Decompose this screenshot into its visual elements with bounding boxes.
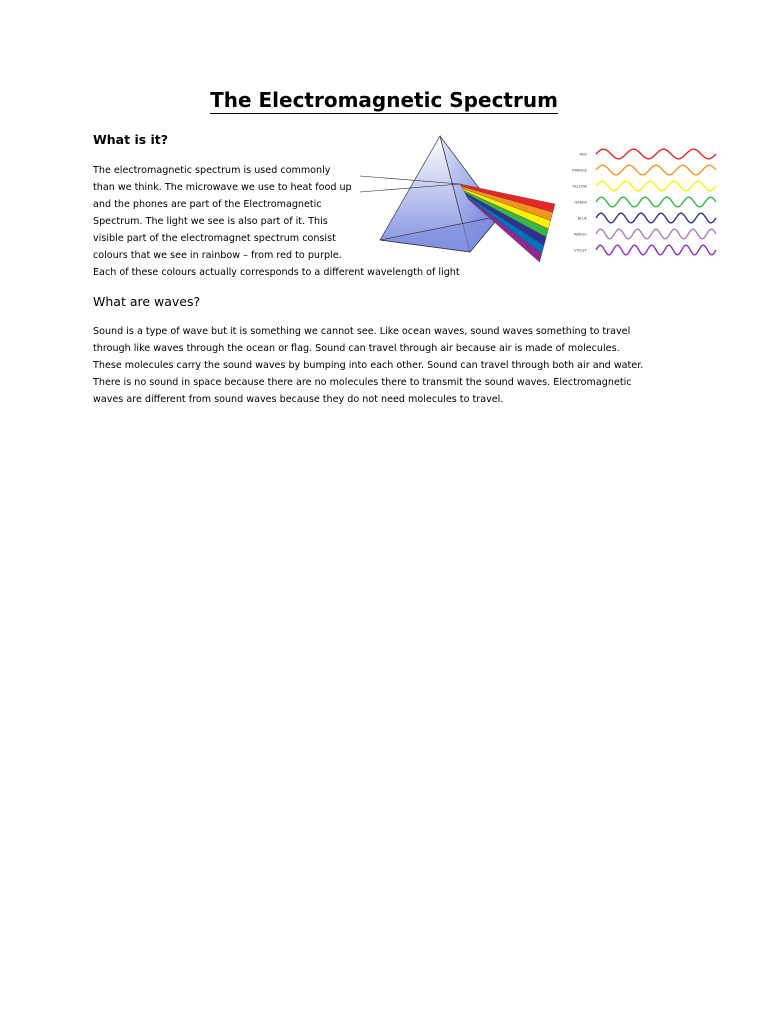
prism-illustration xyxy=(360,132,560,272)
wave-label: ORANGE xyxy=(571,168,587,173)
intro-line: and the phones are part of the Electromagnetic xyxy=(93,199,322,210)
wave-label: INDIGO xyxy=(573,232,587,237)
wave-label: BLUE xyxy=(577,216,587,221)
wave-line xyxy=(596,229,716,239)
waves-line: These molecules carry the sound waves by bumping into each other. Sound can travel through both air and water. xyxy=(93,360,644,371)
section-heading-what-are-waves: What are waves? xyxy=(93,294,201,309)
intro-line: Each of these colours actually corresponds to a different wavelength of light xyxy=(93,267,460,278)
page-title xyxy=(0,88,768,112)
waves-line: waves are different from sound waves because they do not need molecules to travel. xyxy=(93,394,504,405)
wave-line xyxy=(596,197,716,207)
wave-line xyxy=(596,213,716,223)
waves-line: There is no sound in space because there are no molecules there to transmit the sound waves. Electromagnetic xyxy=(93,377,632,388)
intro-line: Spectrum. The light we see is also part of it. This xyxy=(93,216,328,227)
wave-line xyxy=(596,245,716,255)
intro-line: visible part of the electromagnet spectrum consist xyxy=(93,233,336,244)
intro-line: colours that we see in rainbow – from red to purple. xyxy=(93,250,342,261)
wave-label: GREEN xyxy=(574,200,587,205)
wavelength-diagram xyxy=(560,140,720,260)
wave-label: YELLOW xyxy=(572,184,587,189)
section-heading-what-is-it: What is it? xyxy=(93,132,169,147)
wave-label: RED xyxy=(579,152,587,157)
waves-line: through like waves through the ocean or flag. Sound can travel through air because air is made of molecules. xyxy=(93,343,620,354)
page-title-text: The Electromagnetic Spectrum xyxy=(210,88,558,112)
intro-line: than we think. The microwave we use to heat food up xyxy=(93,182,352,193)
wave-line xyxy=(596,181,716,191)
wave-label: VIOLET xyxy=(574,248,587,253)
waves-line: Sound is a type of wave but it is something we cannot see. Like ocean waves, sound waves something to travel xyxy=(93,326,631,337)
waves-paragraph xyxy=(93,323,693,408)
wave-line xyxy=(596,165,716,175)
wave-line xyxy=(596,149,716,159)
intro-line: The electromagnetic spectrum is used commonly xyxy=(93,165,331,176)
